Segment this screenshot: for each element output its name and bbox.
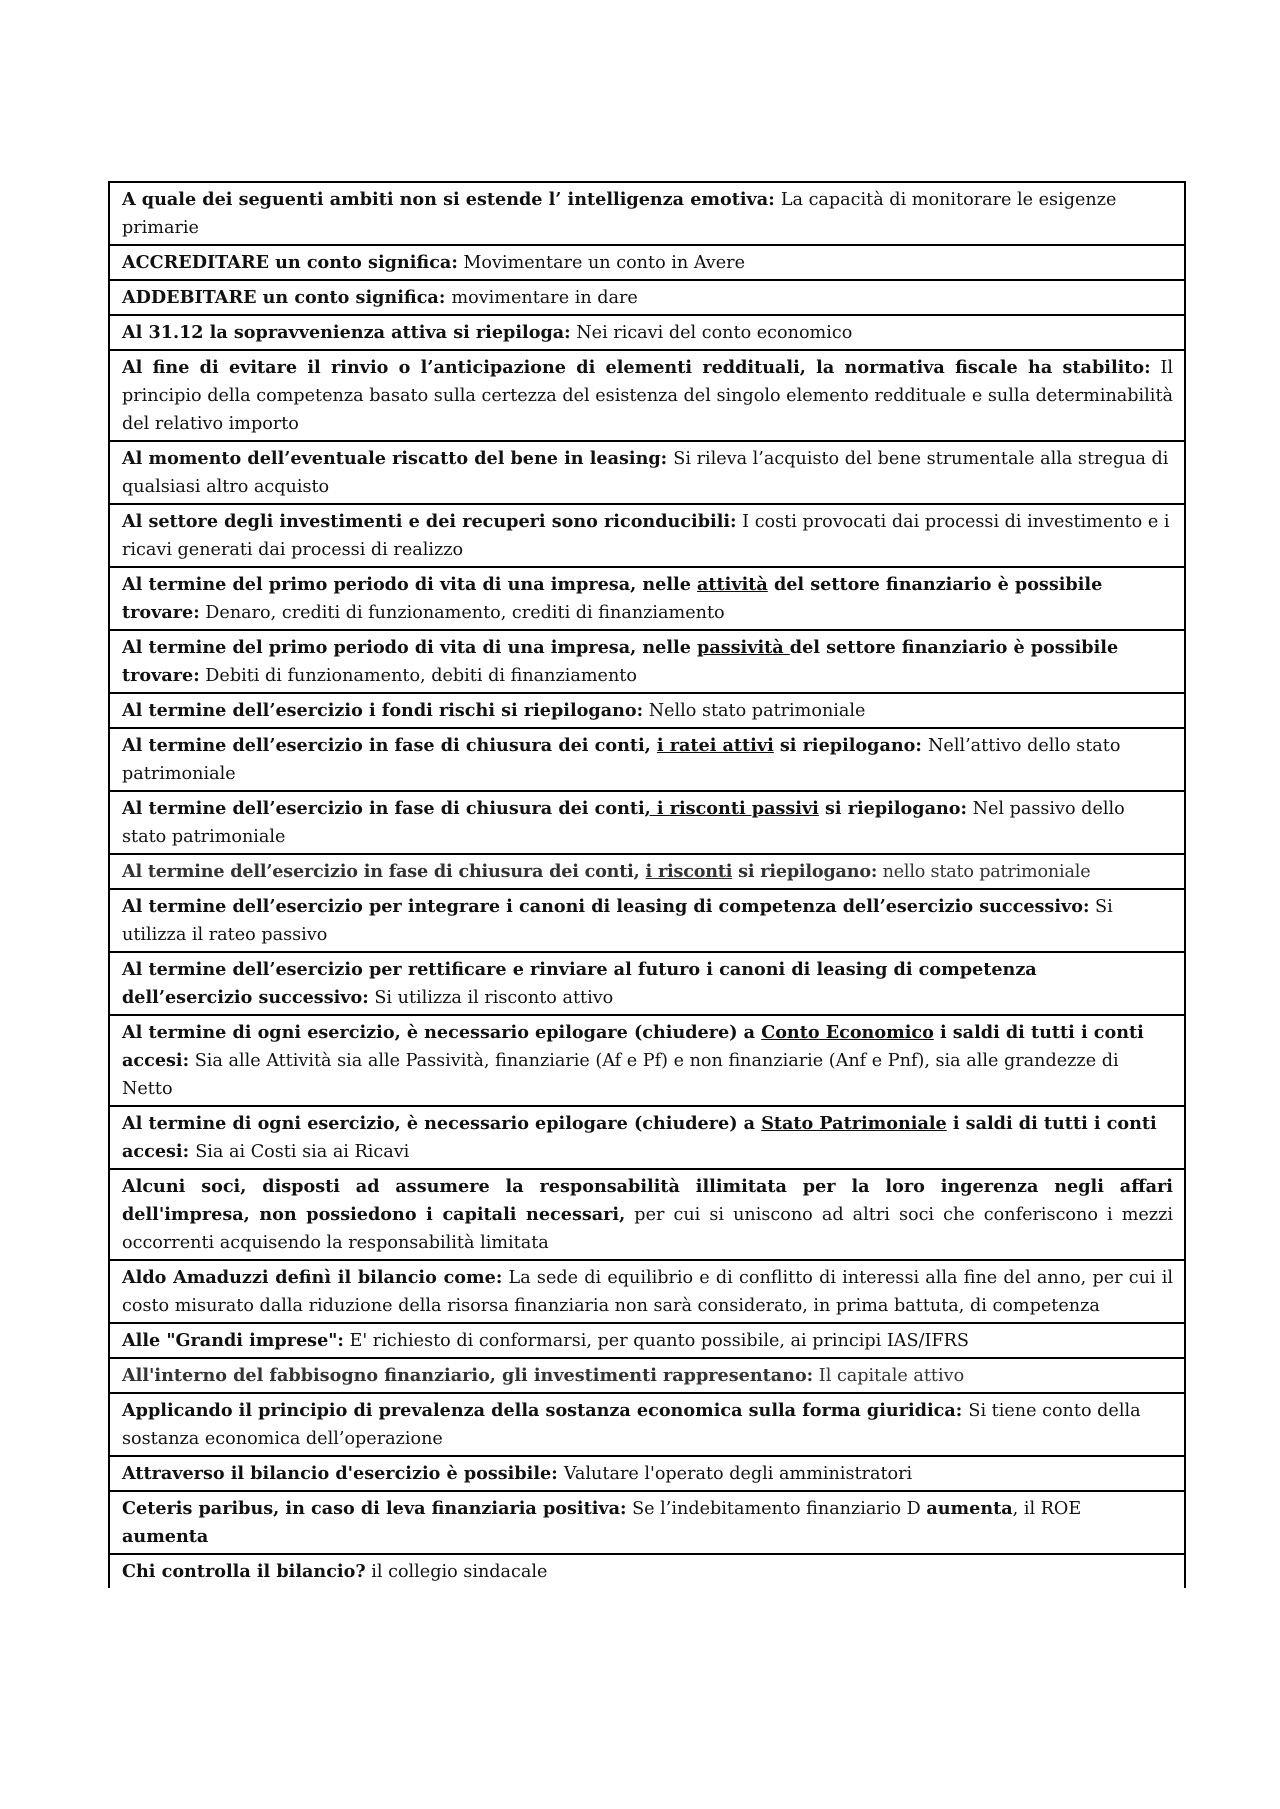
- table-row: [109, 1358, 1185, 1393]
- question-part: Al termine dell’esercizio in fase di chiusura dei conti,: [122, 735, 657, 756]
- answer: Si utilizza il rateo passivo: [122, 897, 1113, 945]
- answer: Sia alle Attività sia alle Passività, finanziarie (Af e Pf) e non finanziarie (Anf e Pnf), sia alle grandezze di Netto: [122, 1051, 1119, 1099]
- table-row: [109, 1169, 1185, 1260]
- answer: Nell’attivo dello stato: [928, 736, 1121, 756]
- answer-emphasis: aumenta: [926, 1498, 1013, 1519]
- separator: :: [182, 1141, 196, 1162]
- table-row: [109, 630, 1185, 693]
- table-row: [109, 567, 1185, 630]
- question: Ceteris paribus, in caso di leva finanziaria positiva:: [122, 1498, 627, 1519]
- table-row: [109, 1015, 1185, 1106]
- question-underlined: i risconti: [645, 861, 733, 882]
- question-part: i saldi di tutti i conti accesi: [122, 1113, 1157, 1162]
- question-underlined: passività: [697, 637, 790, 658]
- answer: , il ROE: [1012, 1499, 1082, 1519]
- separator: :: [438, 287, 452, 308]
- question-underlined: Stato Patrimoniale: [761, 1113, 947, 1134]
- answer: Si rileva l’acquisto del bene strumentale alla stregua di qualsiasi altro acquisto: [122, 449, 1169, 497]
- question-part: si riepilogano: [773, 735, 916, 756]
- question: Al momento dell’eventuale riscatto del bene in leasing: [122, 448, 661, 469]
- question-part: del settore finanziario è possibile trovare:: [122, 637, 1119, 686]
- table-row: [109, 315, 1185, 350]
- table-row: [109, 441, 1185, 504]
- table-row: [109, 728, 1185, 791]
- question-part: Al termine di ogni esercizio, è necessario epilogare (chiudere) a: [122, 1022, 762, 1043]
- answer: Sia ai Costi sia ai Ricavi: [195, 1142, 410, 1162]
- table-row: [109, 693, 1185, 728]
- table-row: [109, 1323, 1185, 1358]
- table-row: [109, 791, 1185, 854]
- answer: Il principio della competenza basato sulla certezza del esistenza del singolo elemento reddituale e sulla determinabilità del relativo importo: [122, 358, 1174, 434]
- answer: E' richiesto di conformarsi, per quanto possibile, ai principi IAS/IFRS: [343, 1331, 969, 1351]
- separator: :: [660, 448, 674, 469]
- table-row: [109, 1554, 1185, 1588]
- answer: I costi provocati dai processi di investimento e i ricavi generati dai processi di realizzo: [122, 512, 1170, 560]
- answer: Nel passivo dello stato patrimoniale: [122, 799, 1125, 847]
- question: A quale dei seguenti ambiti non si estende l’ intelligenza emotiva: [122, 189, 769, 210]
- question-part: del settore finanziario è possibile trovare:: [122, 574, 1103, 623]
- question: Alle "Grandi imprese":: [122, 1330, 344, 1351]
- table-row: [109, 280, 1185, 315]
- question: Al termine dell’esercizio per integrare i canoni di leasing di competenza dell’esercizio successivo:: [122, 896, 1090, 917]
- question: Applicando il principio di prevalenza della sostanza economica sulla forma giuridica: [122, 1400, 956, 1421]
- answer: Nei ricavi del conto economico: [570, 323, 853, 343]
- qa-table: [108, 181, 1186, 1588]
- question: Al termine dell’esercizio i fondi rischi si riepilogano:: [122, 700, 644, 721]
- answer: Il capitale attivo: [813, 1366, 965, 1386]
- question: Al fine di evitare il rinvio o l’anticipazione di elementi reddituali, la normativa fiscale ha stabilito:: [122, 357, 1151, 378]
- question: Al settore degli investimenti e dei recuperi sono riconducibili:: [122, 511, 737, 532]
- answer: movimentare in dare: [451, 288, 638, 308]
- answer: Movimentare un conto in Avere: [457, 253, 745, 273]
- question-part: Al termine dell’esercizio in fase di chiusura dei conti,: [122, 861, 646, 882]
- separator: :: [551, 1463, 564, 1484]
- question-part: si riepilogano:: [732, 861, 878, 882]
- question-part: Al termine del primo periodo di vita di una impresa, nelle: [122, 574, 698, 595]
- table-row: [109, 182, 1185, 245]
- table-row: [109, 854, 1185, 889]
- question-underlined: Conto Economico: [761, 1022, 934, 1043]
- question: Alcuni soci, disposti ad assumere la responsabilità illimitata per la loro ingerenza negli affari dell'impresa, non possiedono i capitali necessari,: [122, 1176, 1173, 1225]
- answer: La capacità di monitorare le esigenze primarie: [122, 190, 1117, 238]
- question: Aldo Amaduzzi definì il bilancio come:: [122, 1267, 503, 1288]
- question: All'interno del fabbisogno finanziario, gli investimenti rappresentano:: [122, 1365, 814, 1386]
- answer: La sede di equilibrio e di conflitto di interessi alla fine del anno, per cui il costo misurato dalla riduzione della risorsa finanziaria non sarà considerato, in prima battuta, di competenza: [122, 1268, 1174, 1316]
- question: ACCREDITARE un conto significa:: [122, 252, 458, 273]
- table-row: [109, 504, 1185, 567]
- question-underlined: i ratei attivi: [656, 735, 774, 756]
- question: Chi controlla il bilancio?: [122, 1561, 366, 1582]
- answer-emphasis: aumenta: [122, 1526, 209, 1547]
- question-part: Al termine di ogni esercizio, è necessario epilogare (chiudere) a: [122, 1113, 762, 1134]
- answer-continued: patrimoniale: [122, 764, 236, 784]
- answer: Si utilizza il risconto attivo: [368, 988, 614, 1008]
- table-row: [109, 889, 1185, 952]
- question: Al 31.12 la sopravvenienza attiva si riepiloga:: [122, 322, 571, 343]
- question-part: Al termine del primo periodo di vita di una impresa, nelle: [122, 637, 698, 658]
- table-row: [109, 245, 1185, 280]
- answer: Se l’indebitamento finanziario D: [626, 1499, 927, 1519]
- question-underlined: attività: [697, 574, 768, 595]
- answer: Valutare l'operato degli amministratori: [563, 1464, 913, 1484]
- table-row: [109, 1260, 1185, 1323]
- answer: nello stato patrimoniale: [877, 862, 1091, 882]
- question-part: si riepilogano:: [818, 798, 967, 819]
- question: ADDEBITARE un conto significa: [122, 287, 439, 308]
- table-row: [109, 1393, 1185, 1456]
- question: Attraverso il bilancio d'esercizio è possibile: [122, 1463, 552, 1484]
- table-row: [109, 952, 1185, 1015]
- answer: Nello stato patrimoniale: [643, 701, 866, 721]
- separator: :: [915, 735, 929, 756]
- question: Al termine dell’esercizio per rettificare e rinviare al futuro i canoni di leasing di competenza dell’esercizio successivo:: [122, 959, 1037, 1008]
- question-part: Al termine dell’esercizio in fase di chiusura dei conti: [122, 798, 645, 819]
- answer: il collegio sindacale: [365, 1562, 548, 1582]
- separator: :: [955, 1400, 969, 1421]
- separator: :: [768, 189, 781, 210]
- question-underlined: , i risconti passivi: [644, 798, 819, 819]
- answer: Denaro, crediti di funzionamento, crediti di finanziamento: [199, 603, 725, 623]
- answer: Si tiene conto della sostanza economica dell’operazione: [122, 1401, 1141, 1449]
- table-row: [109, 350, 1185, 441]
- answer: per cui si uniscono ad altri soci che conferiscono i mezzi occorrenti acquisendo la responsabilità limitata: [122, 1205, 1173, 1253]
- table-row: [109, 1491, 1185, 1554]
- question-part: i saldi di tutti i conti accesi:: [122, 1022, 1144, 1071]
- answer: Debiti di funzionamento, debiti di finanziamento: [199, 666, 637, 686]
- table-row: [109, 1456, 1185, 1491]
- table-row: [109, 1106, 1185, 1169]
